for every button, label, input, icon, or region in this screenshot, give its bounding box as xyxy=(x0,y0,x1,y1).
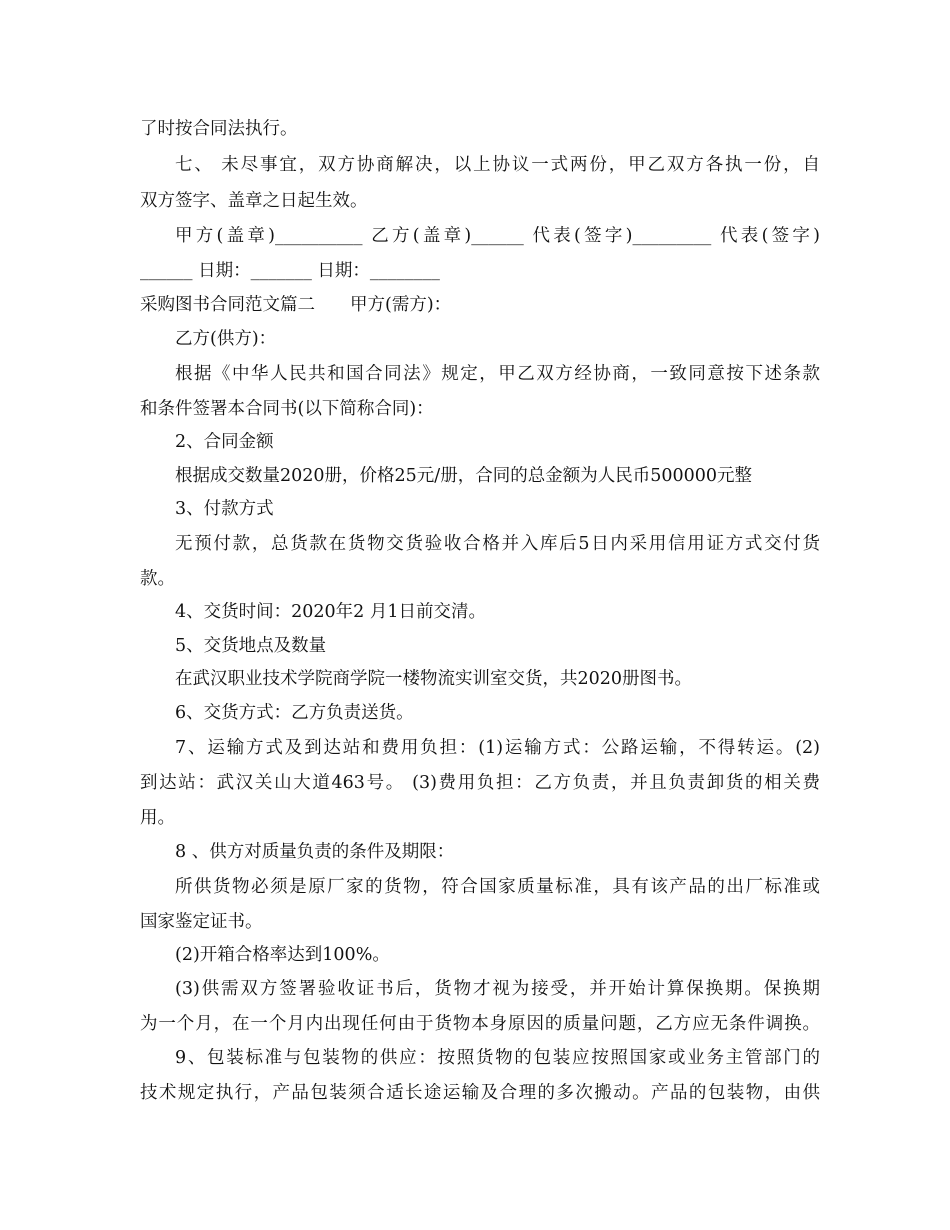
text-line: 和条件签署本合同书(以下简称合同)： xyxy=(140,399,434,419)
date-line: ______ 日期：_______ 日期：________ xyxy=(140,261,440,281)
signature-line: 甲方(盖章)__________ 乙方(盖章)______ 代表(签字)_________ 代表(签字) xyxy=(175,226,820,246)
text-line: 双方签字、盖章之日起生效。 xyxy=(140,191,368,211)
text-line: 所供货物必须是原厂家的货物，符合国家质量标准，具有该产品的出厂标准或 xyxy=(175,877,820,897)
clause-heading: 8 、供方对质量负责的条件及期限： xyxy=(175,842,455,862)
text-line: 技术规定执行，产品包装须合适长途运输及合理的多次搬动。产品的包装物，由供 xyxy=(140,1083,820,1103)
clause-heading: 5、交货地点及数量 xyxy=(175,636,327,656)
clause-heading: 4、交货时间：2020年2 月1日前交清。 xyxy=(175,602,486,622)
text-line: 用。 xyxy=(140,808,175,828)
text-line: (2)开箱合格率达到100%。 xyxy=(175,945,390,965)
text-line: 七、 未尽事宜，双方协商解决，以上协议一式两份，甲乙双方各执一份，自 xyxy=(175,155,820,175)
text-line: 乙方(供方)： xyxy=(175,329,277,349)
text-line: 根据成交数量2020册，价格25元/册，合同的总金额为人民币500000元整 xyxy=(175,466,753,486)
clause-heading: 6、交货方式：乙方负责送货。 xyxy=(175,703,414,723)
clause-heading: 2、合同金额 xyxy=(175,432,274,452)
text-line: 了时按合同法执行。 xyxy=(140,119,298,139)
text-line: 在武汉职业技术学院商学院一楼物流实训室交货，共2020册图书。 xyxy=(175,669,693,689)
text-line: 款。 xyxy=(140,569,175,589)
clause-heading: 3、付款方式 xyxy=(175,499,274,519)
text-line: 9、包装标准与包装物的供应：按照货物的包装应按照国家或业务主管部门的 xyxy=(175,1048,820,1068)
text-line: 无预付款，总货款在货物交货验收合格并入库后5日内采用信用证方式交付货 xyxy=(175,534,820,554)
text-line: 根据《中华人民共和国合同法》规定，甲乙双方经协商，一致同意按下述条款 xyxy=(175,364,820,384)
section-title: 采购图书合同范文篇二 甲方(需方)： xyxy=(140,295,452,315)
text-line: 7、运输方式及到达站和费用负担：(1)运输方式：公路运输，不得转运。(2) xyxy=(175,738,820,758)
text-line: 到达站：武汉关山大道463号。 (3)费用负担：乙方负责，并且负责卸货的相关费 xyxy=(140,773,820,793)
text-line: 为一个月，在一个月内出现任何由于货物本身原因的质量问题，乙方应无条件调换。 xyxy=(140,1014,820,1034)
text-line: 国家鉴定证书。 xyxy=(140,912,263,932)
text-line: (3)供需双方签署验收证书后，货物才视为接受，并开始计算保换期。保换期 xyxy=(175,979,820,999)
